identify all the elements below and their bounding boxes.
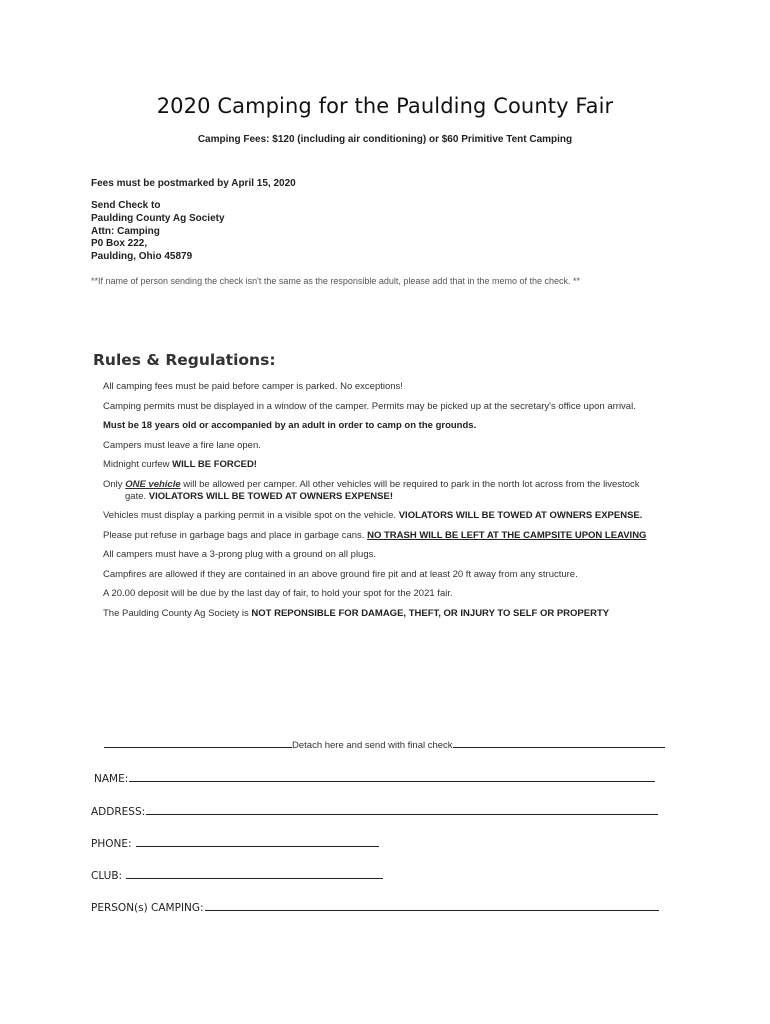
rule-item [103, 420, 663, 432]
rule-text-bold: NOT REPONSIBLE FOR DAMAGE, THEFT, OR INJURY TO SELF OR PROPERTY [251, 607, 610, 619]
name-label: NAME: [94, 773, 129, 785]
persons-camping-input-line[interactable] [205, 900, 659, 911]
camping-fees-subtitle: Camping Fees: $120 (including air conditioning) or $60 Primitive Tent Camping [197, 134, 573, 145]
detach-rule-right [453, 739, 665, 748]
phone-input-line[interactable] [136, 836, 379, 847]
rule-item: Campfires are allowed if they are contained in an above ground fire pit and at least 20 ft away from any structure. [103, 568, 578, 580]
rule-item: A 20.00 deposit will be due by the last day of fair, to hold your spot for the 2021 fair. [103, 588, 453, 599]
rule-item [103, 459, 663, 471]
rule-text-emphasis: ONE vehicle [125, 478, 181, 490]
rule-text: Midnight curfew [103, 459, 173, 470]
rule-text-bold: WILL BE FORCED! [172, 459, 257, 470]
address-field[interactable] [91, 804, 658, 818]
address-line: Attn: Camping [91, 225, 160, 237]
detach-label: Detach here and send with final check [292, 740, 453, 751]
rule-text: Vehicles must display a parking permit in a visible spot on the vehicle. [103, 510, 399, 521]
rule-item: All camping fees must be paid before camper is parked. No exceptions! [103, 381, 403, 392]
rules-list [103, 381, 663, 627]
rule-item [103, 530, 663, 542]
name-field[interactable] [94, 771, 655, 785]
rules-heading: Rules & Regulations: [93, 351, 276, 369]
address-line: Paulding County Ag Society [91, 212, 225, 224]
address-label: ADDRESS: [91, 806, 146, 818]
rule-text-bold: VIOLATORS WILL BE TOWED AT OWNERS EXPENSE! [148, 490, 393, 502]
rule-item [103, 510, 663, 522]
address-line: P0 Box 222, [91, 238, 148, 250]
rule-text: will be allowed per camper. All other vehicles will be required to park in the north lot across from the livestock gate. [125, 478, 640, 502]
rule-item: Campers must leave a fire lane open. [103, 439, 261, 451]
phone-field[interactable] [91, 836, 379, 850]
rule-text-underlined: NO TRASH WILL BE LEFT AT THE CAMPSITE UPON LEAVING [367, 529, 647, 541]
persons-camping-field[interactable] [91, 900, 659, 914]
rule-text: Only [103, 478, 126, 490]
name-input-line[interactable] [129, 771, 655, 782]
persons-camping-label: PERSON(s) CAMPING: [91, 902, 204, 914]
address-line: Send Check to [91, 200, 161, 211]
rule-text-bold: Must be 18 years old or accompanied by an adult in order to camp on the grounds. [103, 420, 477, 431]
rule-text: Please put refuse in garbage bags and place in garbage cans. [103, 529, 368, 541]
phone-label: PHONE: [91, 838, 135, 850]
rule-item [103, 608, 663, 620]
rule-item: All campers must have a 3-prong plug with a ground on all plugs. [103, 549, 377, 560]
rule-text-bold: VIOLATORS WILL BE TOWED AT OWNERS EXPENSE. [398, 510, 643, 521]
address-input-line[interactable] [146, 804, 658, 815]
detach-rule-left [104, 739, 292, 748]
page-title: 2020 Camping for the Paulding County Fair [156, 94, 614, 118]
postmark-deadline: Fees must be postmarked by April 15, 2020 [91, 178, 296, 189]
rule-item [103, 479, 663, 503]
rule-text: The Paulding County Ag Society is [103, 607, 252, 619]
club-field[interactable] [91, 868, 383, 882]
address-line: Paulding, Ohio 45879 [91, 251, 193, 263]
club-label: CLUB: [91, 870, 126, 882]
check-memo-note: **If name of person sending the check isn't the same as the responsible adult, please add that in the memo of the check. ** [91, 276, 581, 286]
club-input-line[interactable] [126, 868, 383, 879]
rule-item: Camping permits must be displayed in a window of the camper. Permits may be picked up at the secretary's office upon arrival. [103, 400, 636, 412]
detach-line [104, 739, 665, 751]
mailing-address [91, 200, 225, 264]
